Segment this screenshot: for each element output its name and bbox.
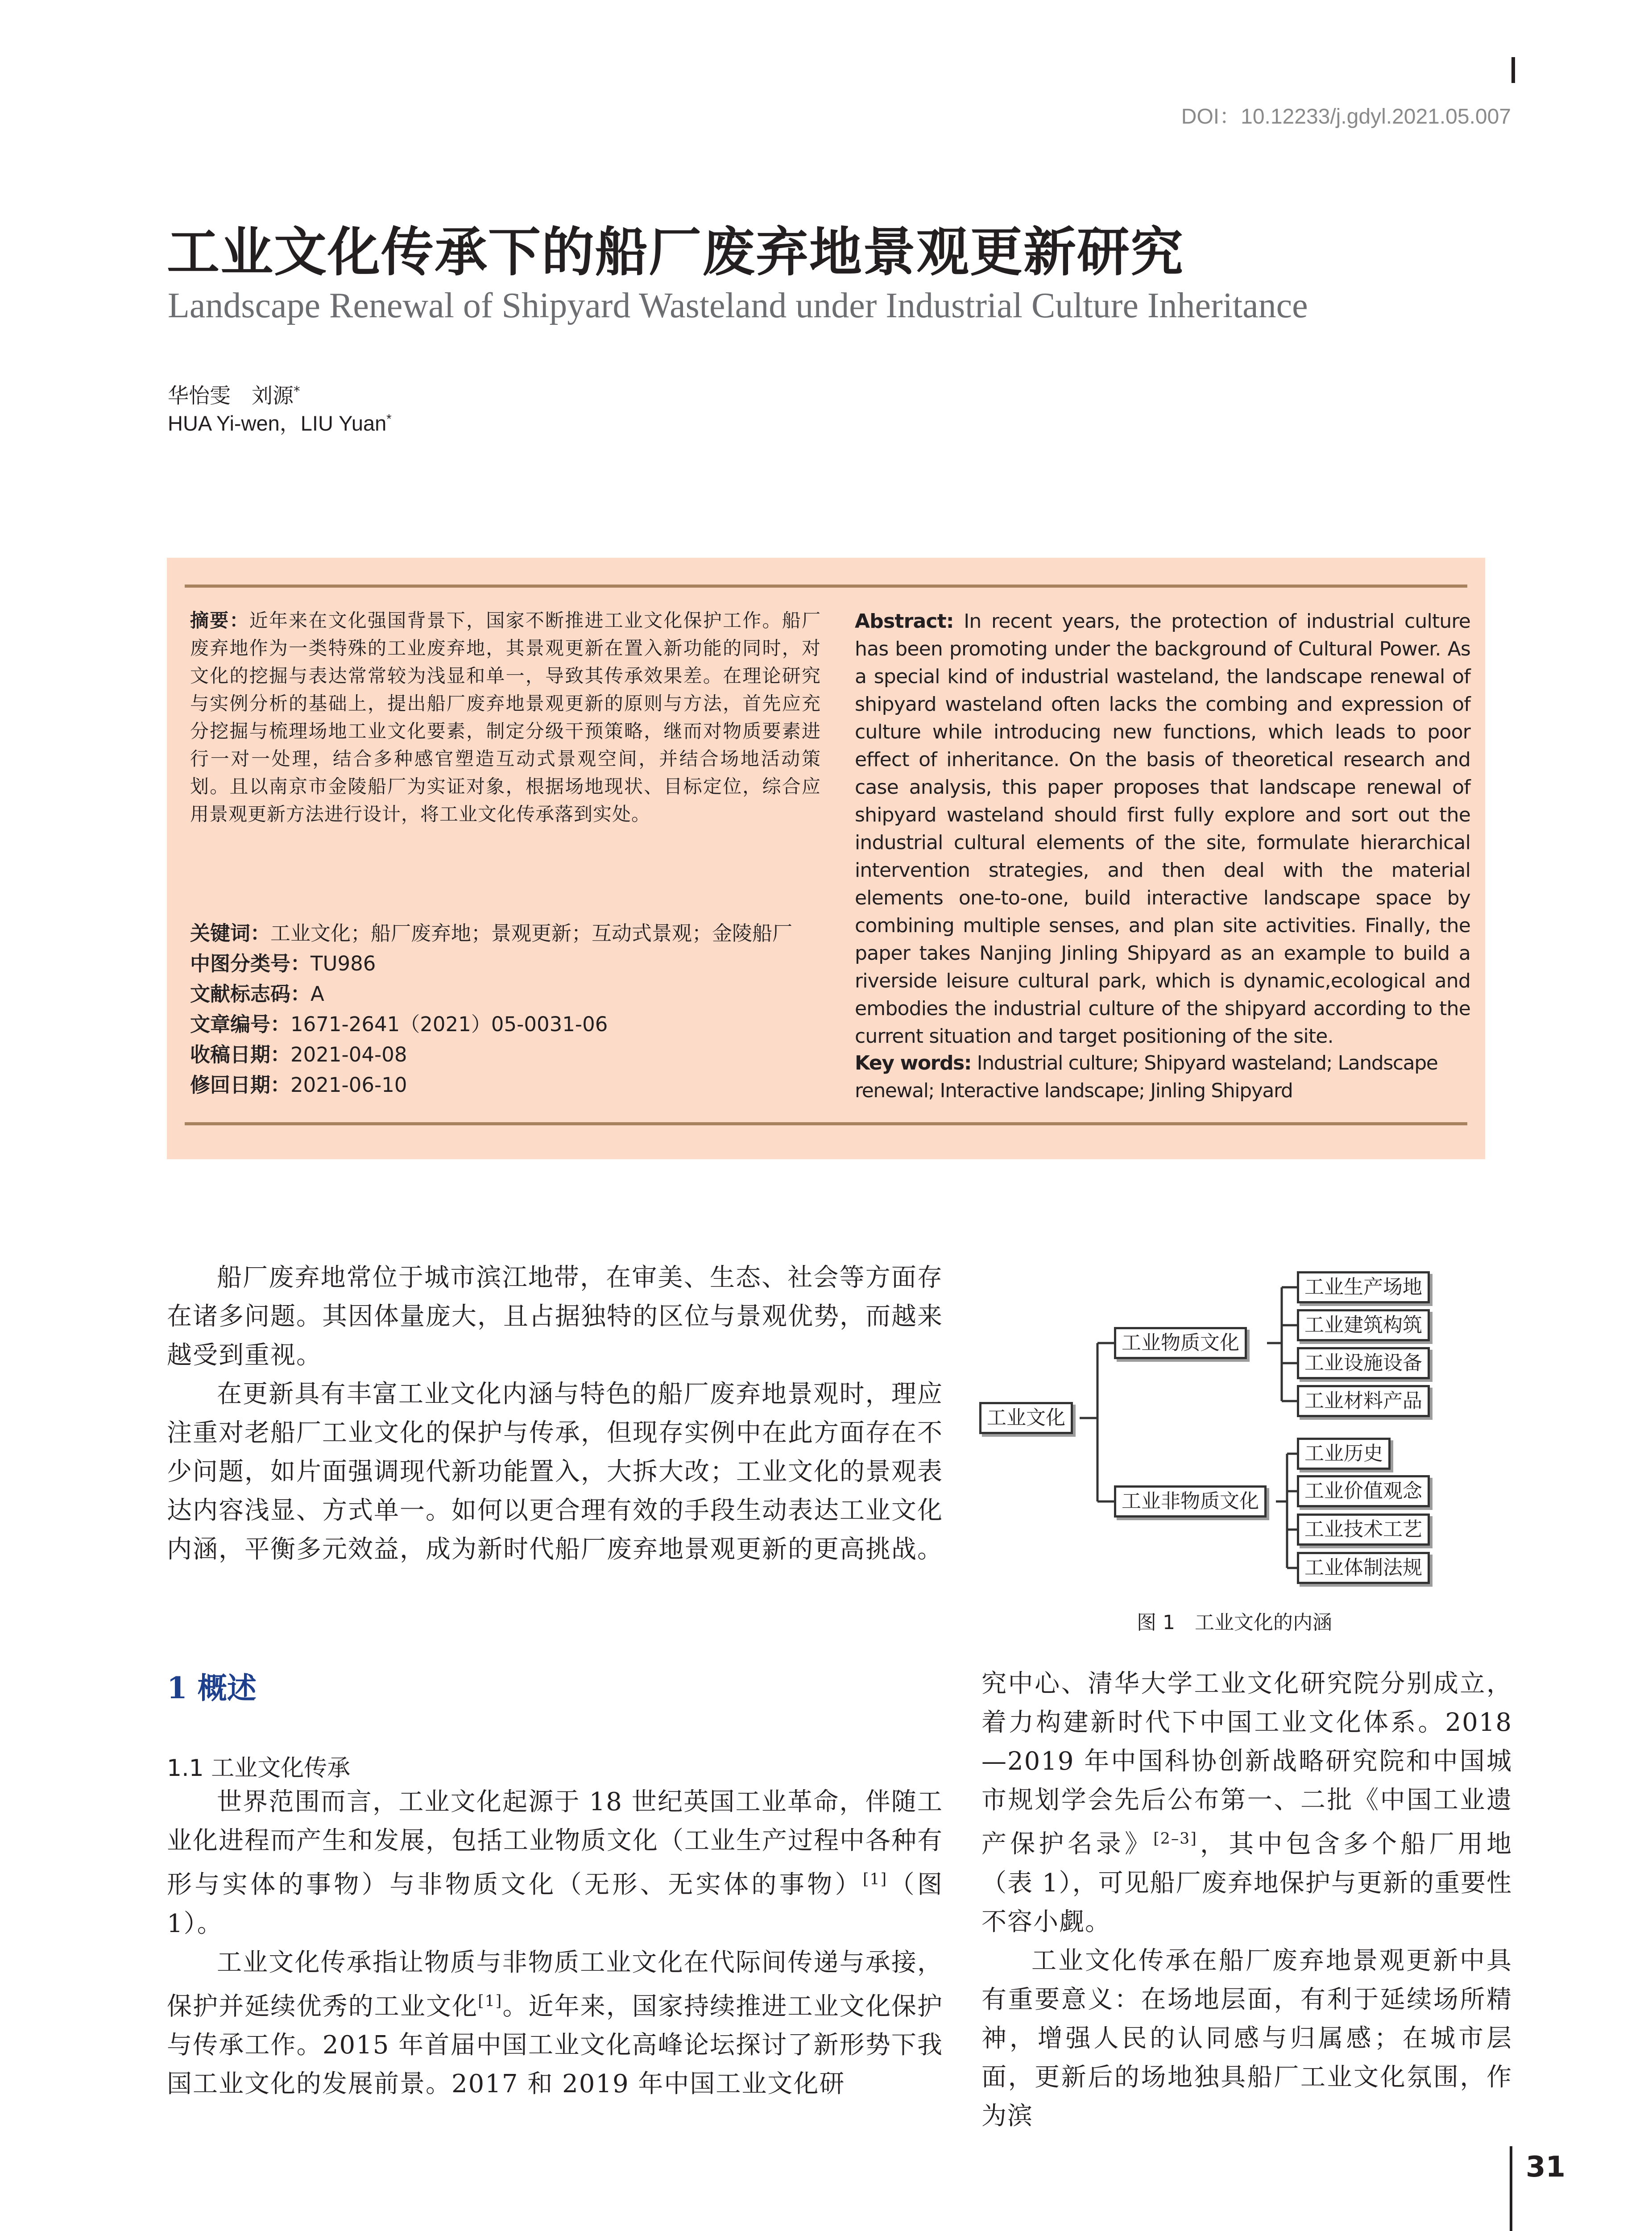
section-1-1-text <box>167 1783 943 2103</box>
citation-ref[interactable]: [2–3] <box>1153 1830 1197 1848</box>
authors-cn <box>168 379 300 409</box>
right-p1-tail: ，其中包含多个船厂用地（表 1），可见船厂废弃地保护与更新的重要性不容小觑。 <box>981 1829 1513 1937</box>
abstract-top-rule <box>185 585 1467 588</box>
received-value: 2021-04-08 <box>290 1043 407 1066</box>
figure-node-material-1: 工业生产场地 <box>1297 1271 1430 1303</box>
revised-row <box>190 1070 824 1100</box>
article-no-label: 文章编号： <box>190 1012 291 1036</box>
page-number-rule <box>1510 2146 1512 2231</box>
section-1-1-paragraph-2 <box>167 1943 943 2104</box>
authors-en-names: HUA Yi-wen，LIU Yuan <box>168 411 387 435</box>
title-cn: 工业文化传承下的船厂废弃地景观更新研究 <box>167 221 1184 283</box>
clc-row <box>190 949 824 979</box>
corresponding-mark-en: * <box>386 412 392 427</box>
abstract-box <box>167 558 1485 1159</box>
article-no-value: 1671-2641（2021）05-0031-06 <box>290 1012 608 1036</box>
keywords-value: 工业文化；船厂废弃地；景观更新；互动式景观；金陵船厂 <box>270 921 793 945</box>
abstract-bottom-rule <box>185 1122 1467 1125</box>
keywords-en-text: Industrial culture; Shipyard wasteland; Landscape renewal; Interactive landscape; Jinling Shipyard <box>855 1052 1438 1102</box>
abstract-en-label: Abstract: <box>855 610 954 633</box>
revised-label: 修回日期： <box>190 1073 291 1097</box>
figure-node-nonmaterial-3: 工业技术工艺 <box>1297 1514 1430 1546</box>
article-no-row <box>190 1009 824 1040</box>
corresponding-mark: * <box>294 383 300 399</box>
abstract-cn-text: 近年来在文化强国背景下，国家不断推进工业文化保护工作。船厂废弃地作为一类特殊的工业废弃地，其景观更新在置入新功能的同时，对文化的挖掘与表达常常较为浅显和单一，导致其传承效果差。在理论研究与实例分析的基础上，提出船厂废弃地景观更新的原则与方法，首先应充分挖掘与梳理场地工业文化要素，制定分级干预策略，继而对物质要素进行一对一处理，结合多种感官塑造互动式景观空间，并结合场地活动策划。且以南京市金陵船厂为实证对象，根据场地现状、目标定位，综合应用景观更新方法进行设计，将工业文化传承落到实处。 <box>190 610 821 825</box>
figure-node-nonmaterial-1: 工业历史 <box>1297 1438 1391 1470</box>
figure-caption: 图 1 工业文化的内涵 <box>1137 1611 1332 1634</box>
citation-ref[interactable]: [1] <box>863 1870 888 1888</box>
clc-value: TU986 <box>311 952 376 975</box>
authors-en <box>168 407 392 437</box>
figure-node-material: 工业物质文化 <box>1114 1327 1247 1359</box>
figure-node-material-3: 工业设施设备 <box>1297 1347 1430 1379</box>
abstract-cn <box>190 607 821 828</box>
figure-node-nonmaterial-2: 工业价值观念 <box>1297 1475 1430 1507</box>
article-meta <box>190 918 824 1100</box>
figure-1 <box>979 1258 1483 1597</box>
figure-node-material-4: 工业材料产品 <box>1297 1385 1430 1417</box>
right-column-text <box>981 1664 1512 2136</box>
section-1-heading: 1 概述 <box>167 1671 257 1705</box>
doc-code-label: 文献标志码： <box>190 982 311 1006</box>
keywords-en <box>855 1049 1470 1105</box>
figure-node-material-2: 工业建筑构筑 <box>1297 1309 1430 1341</box>
page-number: 31 <box>1526 2151 1566 2184</box>
keywords-row <box>190 918 824 949</box>
author-name-1: 华怡雯 <box>168 384 231 408</box>
figure-node-nonmaterial-4: 工业体制法规 <box>1297 1552 1430 1584</box>
abstract-en-text: In recent years, the protection of industrial culture has been promoting under the background of Cultural Power. As a special kind of industrial wasteland, the landscape renewal of shipyard wasteland often lacks the combing and expression of culture while introducing new functions, which leads to poor effect of inheritance. On the basis of theoretical research and case analysis, this paper proposes that landscape renewal of shipyard wasteland should first fully explore and sort out the industrial cultural elements of the site, formulate hierarchical intervention strategies, and then deal with the material elements one-to-one, build interactive landscape space by combining multiple senses, and plan site activities. Finally, the paper takes Nanjing Jinling Shipyard as an example to build a riverside leisure cultural park, which is dynamic,ecological and embodies the industrial culture of the shipyard according to the current situation and target positioning of the site. <box>855 610 1470 1048</box>
section-1-1-paragraph-1 <box>167 1783 943 1943</box>
abstract-en <box>855 608 1470 1050</box>
received-row <box>190 1040 824 1070</box>
intro-paragraph-1: 船厂废弃地常位于城市滨江地带，在审美、生态、社会等方面存在诸多问题。其因体量庞大，且占据独特的区位与景观优势，而越来越受到重视。 <box>167 1263 943 1370</box>
right-paragraph-2: 工业文化传承在船厂废弃地景观更新中具有重要意义：在场地层面，有利于延续场所精神，增强人民的认同感与归属感；在城市层面，更新后的场地独具船厂工业文化氛围，作为滨 <box>981 1946 1512 2131</box>
doc-code-value: A <box>311 982 324 1006</box>
s11-p1-text: 世界范围而言，工业文化起源于 18 世纪英国工业革命，伴随工业化进程而产生和发展，包括工业物质文化（工业生产过程中各种有形与实体的事物）与非物质文化（无形、无实体的事物） <box>167 1787 943 1899</box>
s11-p2-tail: 。近年来，国家持续推进工业文化保护与传承工作。2015 年首届中国工业文化高峰论坛探讨了新形势下我国工业文化的发展前景。2017 和 2019 年中国工业文化研 <box>167 1992 944 2099</box>
citation-ref[interactable]: [1] <box>478 1992 503 2010</box>
abstract-cn-label: 摘要： <box>190 610 249 631</box>
section-1-1-heading: 1.1 工业文化传承 <box>167 1755 351 1782</box>
doi[interactable]: DOI：10.12233/j.gdyl.2021.05.007 <box>1181 105 1511 129</box>
s11-p2-text: 工业文化传承指让物质与非物质工业文化在代际间传递与承接，保护并延续优秀的工业文化 <box>167 1948 943 2021</box>
revised-value: 2021-06-10 <box>290 1073 407 1097</box>
received-label: 收稿日期： <box>190 1043 291 1066</box>
author-name-2: 刘源 <box>252 384 294 408</box>
right-p1-text: 究中心、清华大学工业文化研究院分别成立，着力构建新时代下中国工业文化体系。2018—2019 年中国科协创新战略研究院和中国城市规划学会先后公布第一、二批《中国工业遗产保护名录》 <box>981 1669 1512 1859</box>
clc-label: 中图分类号： <box>190 952 311 975</box>
intro-paragraph-2: 在更新具有丰富工业文化内涵与特色的船厂废弃地景观时，理应注重对老船厂工业文化的保护与传承，但现存实例中在此方面存在不少问题，如片面强调现代新功能置入，大拆大改；工业文化的景观表达内容浅显、方式单一。如何以更合理有效的手段生动表达工业文化内涵，平衡多元效益，成为新时代船厂废弃地景观更新的更高挑战。 <box>167 1380 943 1564</box>
right-paragraph-1 <box>981 1664 1512 1941</box>
figure-node-root: 工业文化 <box>979 1402 1073 1434</box>
doc-code-row <box>190 979 824 1009</box>
title-en: Landscape Renewal of Shipyard Wasteland under Industrial Culture Inheritance <box>168 286 1308 325</box>
intro-text <box>167 1258 943 1569</box>
figure-node-nonmaterial: 工业非物质文化 <box>1114 1485 1267 1518</box>
keywords-label: 关键词： <box>190 921 271 945</box>
keywords-en-label: Key words: <box>855 1052 972 1074</box>
header-mark <box>1511 57 1515 83</box>
s11-p1-tail: （图 1）。 <box>167 1870 944 1938</box>
